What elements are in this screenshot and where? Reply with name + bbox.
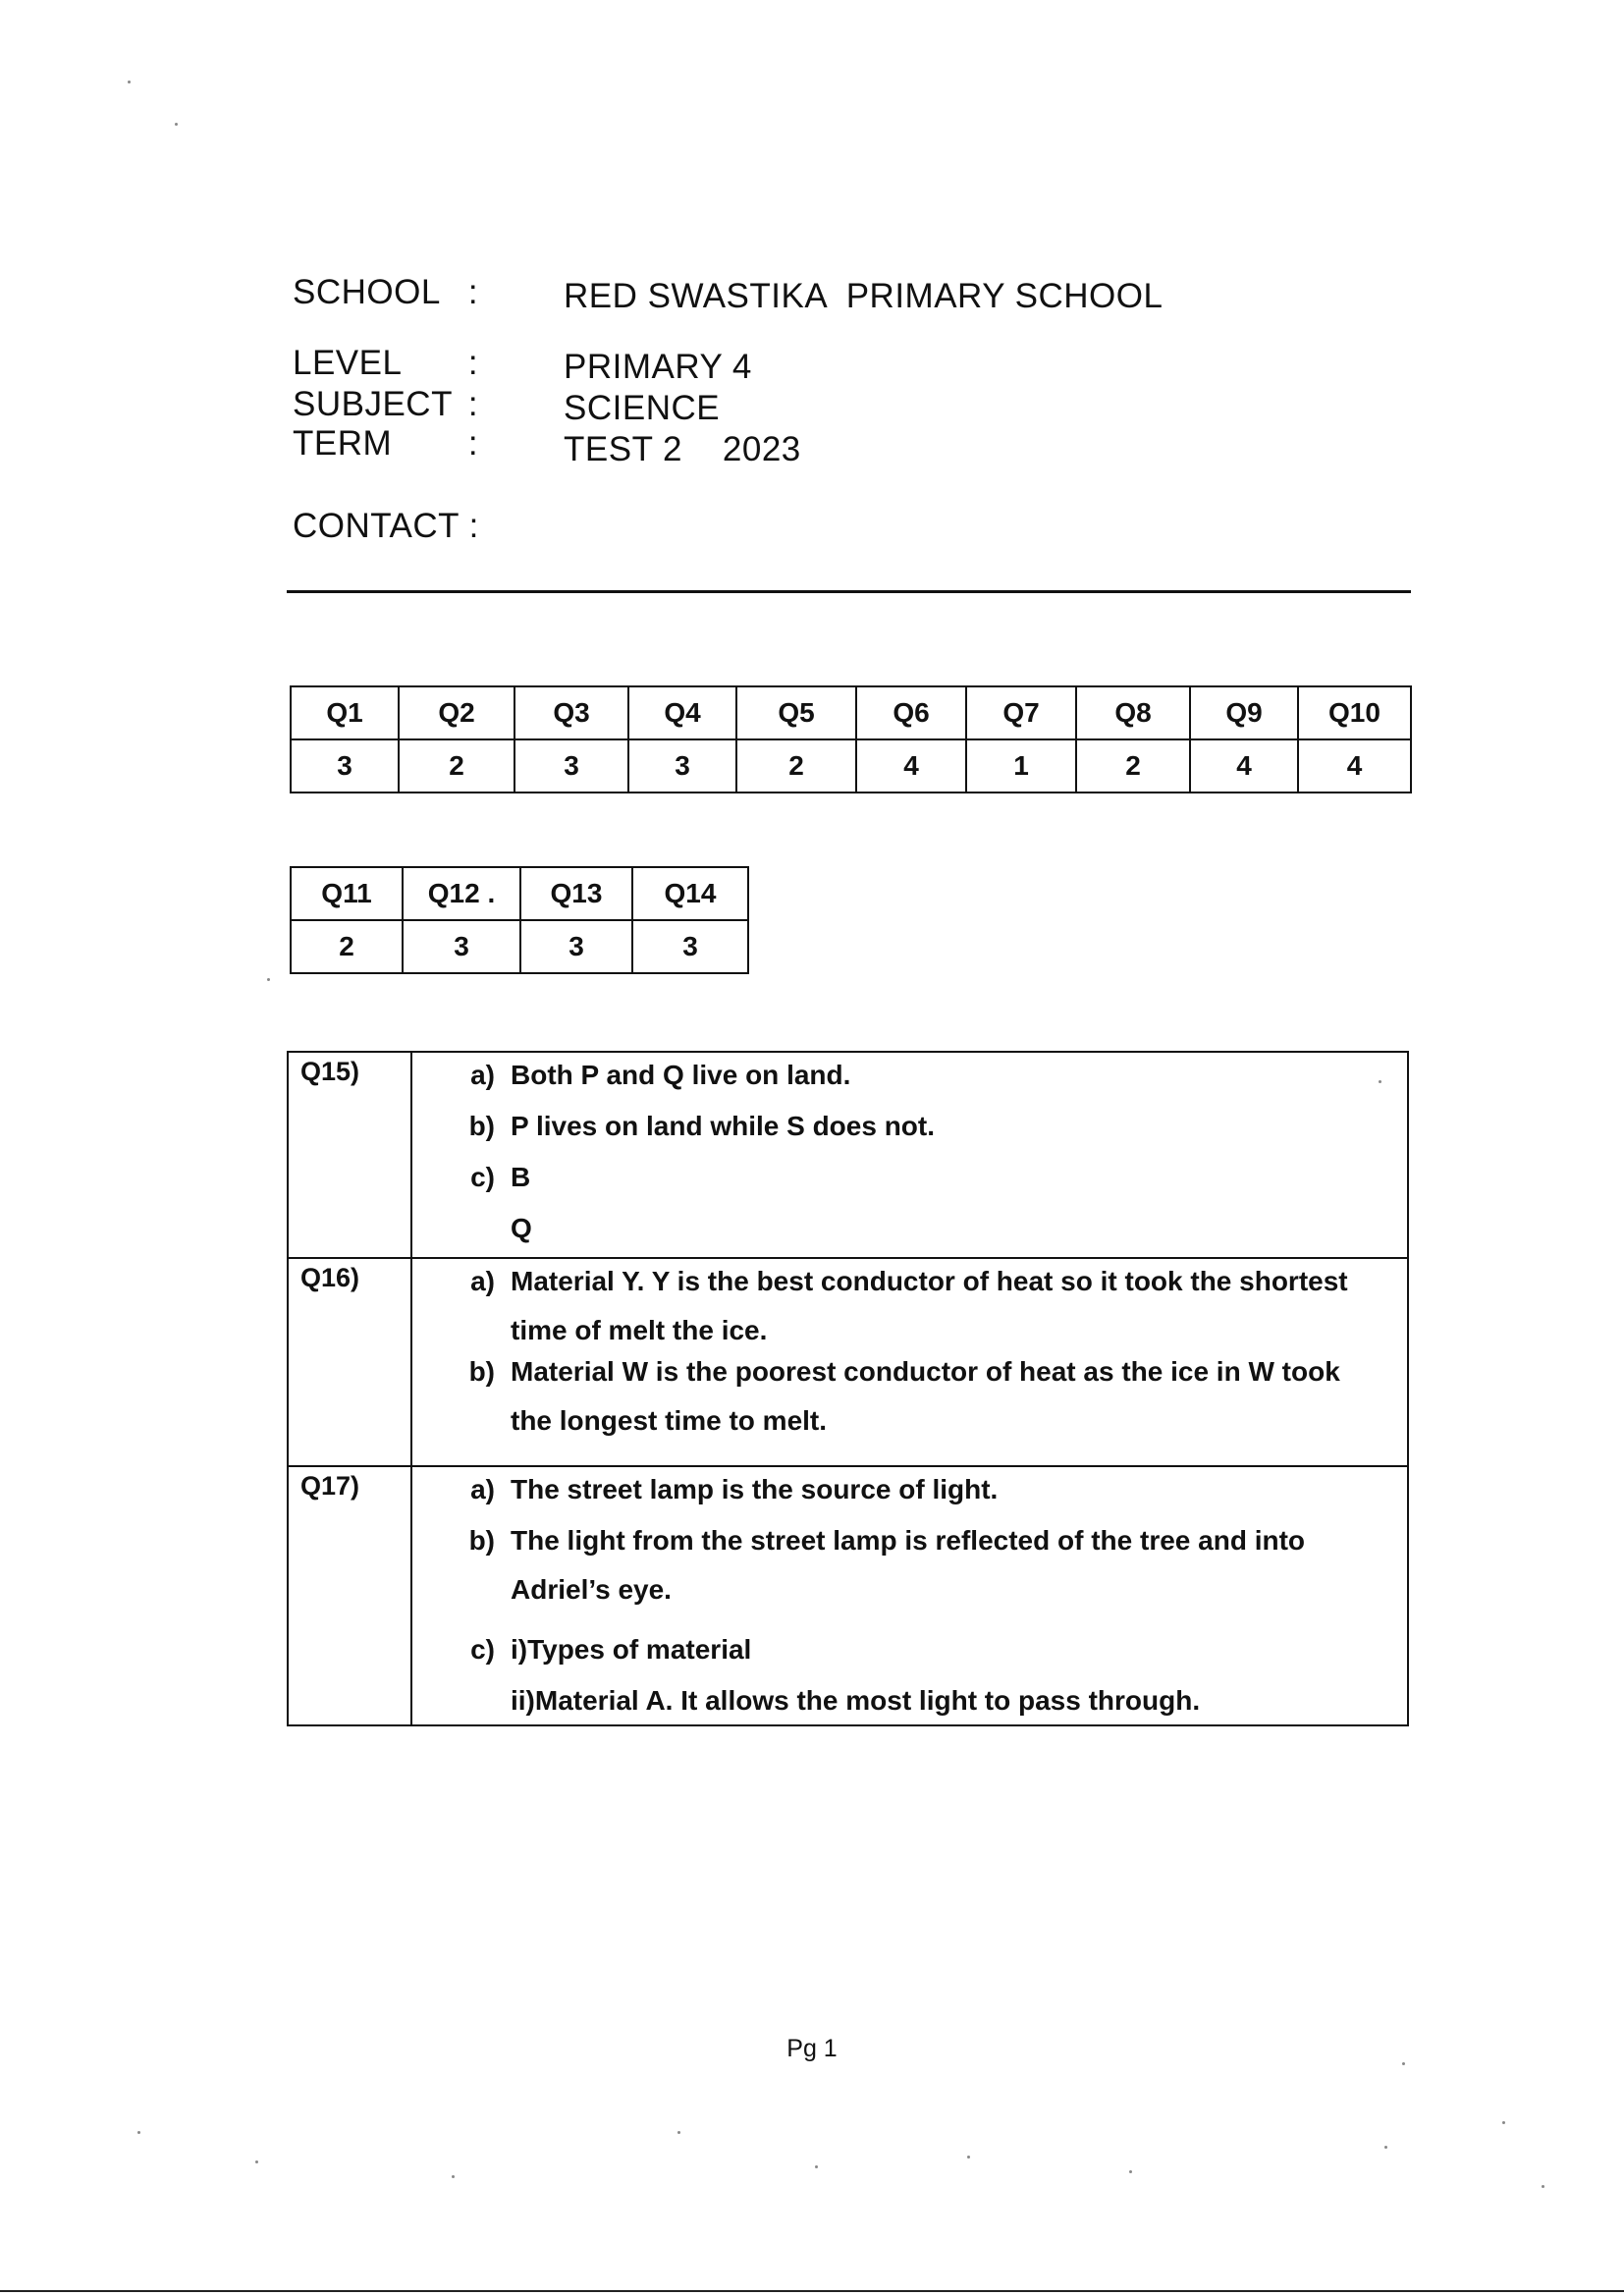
mcq-question-cell: Q9 [1190,686,1298,739]
mcq-answer-cell: 4 [856,739,966,793]
part-text-line: B [511,1162,531,1192]
part-text-continuation: Q [511,1213,532,1243]
answer-part [412,1059,1407,1091]
part-letter: a) [470,1266,495,1296]
part-text: The light from the street lamp is reflected of the tree and into Adriel’s eye. [511,1525,1306,1605]
term-colon: : [467,424,479,463]
answer-body [411,1258,1408,1466]
mcq-question-row [291,686,1411,739]
mcq-answer-row [291,920,748,973]
level-colon: : [467,344,479,382]
part-letter: c) [470,1634,495,1665]
header-divider [287,590,1411,593]
mcq-answer-cell: 3 [632,920,748,973]
mcq-answer-cell: 2 [1076,739,1190,793]
mcq-answer-cell: 2 [736,739,856,793]
part-text-continuation: ii)Material A. It allows the most light to pass through. [511,1685,1201,1716]
answer-part [412,1524,1407,1614]
part-text [511,1161,1407,1244]
subject-label: SUBJECT [293,385,453,423]
part-letter: a) [470,1474,495,1504]
part-text: The street lamp is the source of light. [511,1474,999,1504]
mcq-question-cell: Q14 [632,867,748,920]
question-number: Q16) [288,1258,411,1466]
term-label: TERM [293,424,393,463]
answer-part [412,1355,1407,1446]
mcq-answer-cell: 3 [514,739,628,793]
mcq-answer-row [291,739,1411,793]
table-row [288,1052,1408,1258]
answer-part [412,1265,1407,1355]
mcq-answer-cell: 3 [403,920,520,973]
mcq-question-row [291,867,748,920]
answer-part [412,1110,1407,1142]
subject-colon: : [467,385,479,423]
mcq-answer-cell: 3 [520,920,632,973]
part-letter: b) [468,1111,495,1141]
part-text: Material Y. Y is the best conductor of heat so it took the shortest time of melt the ice. [511,1266,1348,1345]
table-row [288,1258,1408,1466]
subject-value: SCIENCE [564,389,721,427]
mcq-answer-table-2 [290,866,749,974]
mcq-question-cell: Q6 [856,686,966,739]
mcq-question-cell: Q8 [1076,686,1190,739]
mcq-question-cell: Q1 [291,686,399,739]
mcq-answer-cell: 3 [291,739,399,793]
answer-part [412,1161,1407,1244]
part-text: Both P and Q live on land. [511,1060,851,1090]
mcq-answer-cell: 2 [291,920,403,973]
question-number: Q17) [288,1466,411,1725]
mcq-answer-cell: 3 [628,739,736,793]
part-letter: b) [468,1525,495,1556]
mcq-question-cell: Q12 . [403,867,520,920]
mcq-answer-cell: 1 [966,739,1076,793]
mcq-question-cell: Q3 [514,686,628,739]
question-number: Q15) [288,1052,411,1258]
mcq-answer-cell: 4 [1298,739,1411,793]
mcq-question-cell: Q10 [1298,686,1411,739]
page-number: Pg 1 [786,2035,838,2062]
answer-part [412,1473,1407,1505]
answer-part [412,1633,1407,1717]
answer-body [411,1466,1408,1725]
mcq-question-cell: Q11 [291,867,403,920]
part-letter: a) [470,1060,495,1090]
mcq-answer-cell: 2 [399,739,514,793]
open-ended-answer-table [287,1051,1409,1726]
level-label: LEVEL [293,344,403,382]
mcq-question-cell: Q7 [966,686,1076,739]
contact-label: CONTACT : [293,507,479,545]
mcq-question-cell: Q5 [736,686,856,739]
mcq-answer-cell: 4 [1190,739,1298,793]
school-colon: : [467,273,479,311]
school-value: RED SWASTIKA PRIMARY SCHOOL [564,277,1164,315]
part-letter: c) [470,1162,495,1192]
table-row [288,1466,1408,1725]
school-label: SCHOOL [293,273,441,311]
mcq-answer-table-1 [290,685,1412,793]
part-text [511,1633,1407,1717]
answer-body [411,1052,1408,1258]
part-text-line: i)Types of material [511,1634,752,1665]
mcq-question-cell: Q13 [520,867,632,920]
term-value: TEST 2 2023 [564,430,801,468]
page-bottom-edge [0,2290,1624,2292]
mcq-question-cell: Q2 [399,686,514,739]
part-letter: b) [468,1356,495,1387]
mcq-question-cell: Q4 [628,686,736,739]
level-value: PRIMARY 4 [564,348,752,386]
part-text: P lives on land while S does not. [511,1111,936,1141]
part-text: Material W is the poorest conductor of heat as the ice in W took the longest time to melt. [511,1356,1340,1436]
